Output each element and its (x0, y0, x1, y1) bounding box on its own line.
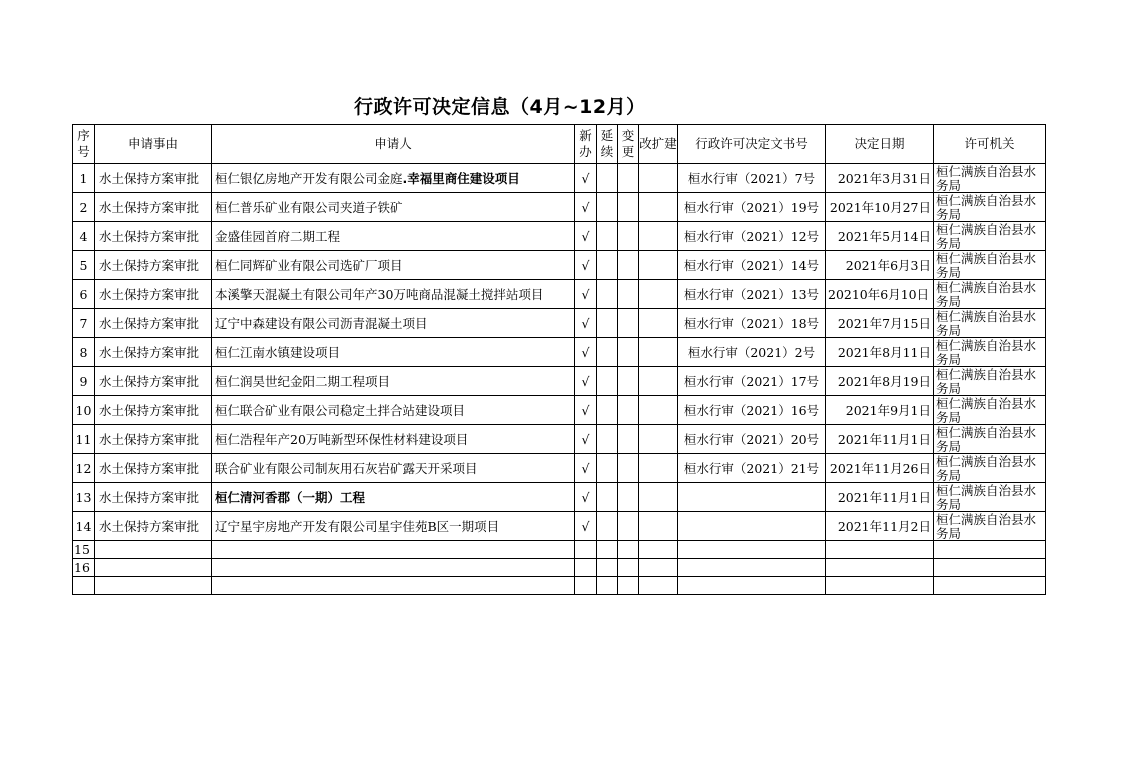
cell-new-checkmark[interactable]: √ (575, 483, 597, 512)
cell-item[interactable]: 水土保持方案审批 (95, 425, 212, 454)
empty-cell[interactable] (95, 577, 212, 595)
header-decision-date[interactable]: 决定日期 (826, 125, 934, 164)
applicant-text: 桓仁同辉矿业有限公司选矿厂项目 (215, 258, 403, 273)
cell-extend[interactable] (597, 251, 618, 280)
cell-change[interactable] (618, 193, 639, 222)
cell-new-checkmark[interactable]: √ (575, 193, 597, 222)
authority-text: 桓仁满族自治县水务局 (936, 252, 1037, 279)
applicant-text: 桓仁浩程年产20万吨新型环保性材料建设项目 (215, 432, 469, 447)
cell-expand[interactable] (639, 512, 678, 541)
table-row (73, 512, 1046, 541)
header-extend[interactable]: 延续 (597, 125, 618, 164)
cell-seq[interactable]: 14 (73, 512, 95, 541)
applicant-text: 桓仁普乐矿业有限公司夹道子铁矿 (215, 200, 403, 215)
cell-authority[interactable] (934, 164, 1046, 193)
cell-expand[interactable] (639, 164, 678, 193)
cell-doc-number[interactable]: 桓水行审（2021）20号 (678, 425, 826, 454)
empty-cell[interactable] (618, 541, 639, 559)
cell-decision-date[interactable]: 2021年11月1日 (826, 483, 934, 512)
cell-extend[interactable] (597, 280, 618, 309)
empty-cell[interactable] (639, 577, 678, 595)
header-applicant[interactable]: 申请人 (212, 125, 575, 164)
cell-item[interactable]: 水土保持方案审批 (95, 396, 212, 425)
cell-doc-number[interactable]: 桓水行审（2021）16号 (678, 396, 826, 425)
cell-seq[interactable]: 7 (73, 309, 95, 338)
empty-cell[interactable] (678, 541, 826, 559)
empty-cell[interactable] (575, 559, 597, 577)
cell-extend[interactable] (597, 164, 618, 193)
cell-applicant[interactable] (212, 396, 575, 425)
cell-expand[interactable] (639, 193, 678, 222)
cell-seq[interactable]: 1 (73, 164, 95, 193)
empty-cell[interactable] (618, 577, 639, 595)
applicant-text: 金盛佳园首府二期工程 (215, 229, 341, 244)
cell-item[interactable]: 水土保持方案审批 (95, 251, 212, 280)
empty-cell[interactable] (597, 577, 618, 595)
table-row (73, 309, 1046, 338)
cell-authority[interactable] (934, 454, 1046, 483)
cell-item[interactable]: 水土保持方案审批 (95, 222, 212, 251)
cell-seq[interactable]: 8 (73, 338, 95, 367)
cell-seq[interactable]: 11 (73, 425, 95, 454)
cell-seq[interactable]: 16 (73, 559, 95, 577)
authority-text: 桓仁满族自治县水务局 (936, 368, 1037, 395)
cell-seq[interactable] (73, 577, 95, 595)
empty-cell[interactable] (826, 577, 934, 595)
applicant-text: 辽宁中森建设有限公司沥青混凝土项目 (215, 316, 428, 331)
table-row (73, 425, 1046, 454)
cell-new-checkmark[interactable]: √ (575, 425, 597, 454)
cell-decision-date[interactable]: 2021年3月31日 (826, 164, 934, 193)
cell-applicant[interactable] (212, 309, 575, 338)
cell-authority[interactable] (934, 367, 1046, 396)
cell-decision-date[interactable]: 2021年11月26日 (826, 454, 934, 483)
cell-doc-number[interactable]: 桓水行审（2021）18号 (678, 309, 826, 338)
cell-seq[interactable]: 9 (73, 367, 95, 396)
cell-new-checkmark[interactable]: √ (575, 164, 597, 193)
empty-cell[interactable] (826, 541, 934, 559)
cell-seq[interactable]: 4 (73, 222, 95, 251)
empty-cell[interactable] (618, 559, 639, 577)
table-row (73, 164, 1046, 193)
cell-applicant[interactable] (212, 425, 575, 454)
cell-doc-number[interactable] (678, 483, 826, 512)
cell-new-checkmark[interactable]: √ (575, 512, 597, 541)
cell-authority[interactable] (934, 396, 1046, 425)
cell-expand[interactable] (639, 483, 678, 512)
empty-cell[interactable] (95, 541, 212, 559)
cell-change[interactable] (618, 251, 639, 280)
cell-change[interactable] (618, 425, 639, 454)
header-expand[interactable]: 改扩建 (639, 125, 678, 164)
applicant-text-bold: .幸福里商住建设项目 (402, 171, 520, 186)
cell-extend[interactable] (597, 396, 618, 425)
cell-change[interactable] (618, 512, 639, 541)
empty-cell[interactable] (575, 577, 597, 595)
authority-text: 桓仁满族自治县水务局 (936, 484, 1037, 511)
applicant-text: 联合矿业有限公司制灰用石灰岩矿露天开采项目 (215, 461, 478, 476)
cell-applicant[interactable] (212, 367, 575, 396)
cell-doc-number[interactable]: 桓水行审（2021）2号 (678, 338, 826, 367)
cell-doc-number[interactable]: 桓水行审（2021）19号 (678, 193, 826, 222)
cell-authority[interactable] (934, 425, 1046, 454)
cell-extend[interactable] (597, 222, 618, 251)
cell-applicant[interactable] (212, 251, 575, 280)
cell-expand[interactable] (639, 222, 678, 251)
cell-doc-number[interactable]: 桓水行审（2021）21号 (678, 454, 826, 483)
empty-row (73, 559, 1046, 577)
cell-doc-number[interactable]: 桓水行审（2021）14号 (678, 251, 826, 280)
header-authority[interactable]: 许可机关 (934, 125, 1046, 164)
cell-new-checkmark[interactable]: √ (575, 367, 597, 396)
table-row (73, 222, 1046, 251)
cell-expand[interactable] (639, 338, 678, 367)
empty-cell[interactable] (934, 541, 1046, 559)
table-row (73, 338, 1046, 367)
cell-applicant[interactable] (212, 512, 575, 541)
cell-extend[interactable] (597, 338, 618, 367)
empty-cell[interactable] (212, 577, 575, 595)
authority-text: 桓仁满族自治县水务局 (936, 339, 1037, 366)
cell-new-checkmark[interactable]: √ (575, 338, 597, 367)
cell-applicant[interactable] (212, 483, 575, 512)
cell-decision-date[interactable]: 2021年11月2日 (826, 512, 934, 541)
header-row (73, 125, 1046, 164)
authority-text: 桓仁满族自治县水务局 (936, 223, 1037, 250)
empty-cell[interactable] (678, 559, 826, 577)
table-row (73, 367, 1046, 396)
header-item[interactable]: 申请事由 (95, 125, 212, 164)
cell-item[interactable]: 水土保持方案审批 (95, 483, 212, 512)
cell-new-checkmark[interactable]: √ (575, 222, 597, 251)
cell-seq[interactable]: 15 (73, 541, 95, 559)
cell-extend[interactable] (597, 512, 618, 541)
authority-text: 桓仁满族自治县水务局 (936, 397, 1037, 424)
authority-text: 桓仁满族自治县水务局 (936, 455, 1037, 482)
header-change[interactable]: 变更 (618, 125, 639, 164)
empty-cell[interactable] (575, 541, 597, 559)
cell-item[interactable]: 水土保持方案审批 (95, 338, 212, 367)
cell-item[interactable]: 水土保持方案审批 (95, 280, 212, 309)
applicant-text: 本溪擎天混凝土有限公司年产30万吨商品混凝土搅拌站项目 (215, 287, 544, 302)
applicant-text: 辽宁星宇房地产开发有限公司星宇佳苑B区一期项目 (215, 519, 500, 534)
cell-authority[interactable] (934, 483, 1046, 512)
empty-cell[interactable] (826, 559, 934, 577)
cell-decision-date[interactable]: 2021年7月15日 (826, 309, 934, 338)
cell-seq[interactable]: 12 (73, 454, 95, 483)
empty-cell[interactable] (934, 577, 1046, 595)
cell-seq[interactable]: 6 (73, 280, 95, 309)
cell-doc-number[interactable]: 桓水行审（2021）12号 (678, 222, 826, 251)
cell-new-checkmark[interactable]: √ (575, 396, 597, 425)
cell-authority[interactable] (934, 280, 1046, 309)
cell-change[interactable] (618, 222, 639, 251)
cell-item[interactable]: 水土保持方案审批 (95, 367, 212, 396)
cell-expand[interactable] (639, 396, 678, 425)
cell-new-checkmark[interactable]: √ (575, 280, 597, 309)
empty-cell[interactable] (597, 559, 618, 577)
cell-applicant[interactable] (212, 280, 575, 309)
applicant-text-bold: 桓仁清河香郡（一期）工程 (215, 490, 366, 505)
cell-change[interactable] (618, 396, 639, 425)
cell-decision-date[interactable]: 2021年8月11日 (826, 338, 934, 367)
authority-text: 桓仁满族自治县水务局 (936, 426, 1037, 453)
cell-applicant[interactable] (212, 454, 575, 483)
cell-decision-date[interactable]: 2021年9月1日 (826, 396, 934, 425)
cell-expand[interactable] (639, 367, 678, 396)
header-seq[interactable]: 序号 (73, 125, 95, 164)
cell-extend[interactable] (597, 367, 618, 396)
cell-change[interactable] (618, 309, 639, 338)
cell-extend[interactable] (597, 454, 618, 483)
cell-expand[interactable] (639, 309, 678, 338)
cell-expand[interactable] (639, 251, 678, 280)
empty-cell[interactable] (212, 559, 575, 577)
applicant-text: 桓仁银亿房地产开发有限公司金庭 (215, 171, 403, 186)
cell-seq[interactable]: 2 (73, 193, 95, 222)
cell-decision-date[interactable]: 20210年6月10日 (826, 280, 934, 309)
empty-cell[interactable] (597, 541, 618, 559)
table-row (73, 454, 1046, 483)
cell-authority[interactable] (934, 222, 1046, 251)
authority-text: 桓仁满族自治县水务局 (936, 310, 1037, 337)
authority-text: 桓仁满族自治县水务局 (936, 281, 1037, 308)
cell-authority[interactable] (934, 512, 1046, 541)
cell-doc-number[interactable] (678, 512, 826, 541)
header-new[interactable]: 新办 (575, 125, 597, 164)
cell-decision-date[interactable]: 2021年10月27日 (826, 193, 934, 222)
authority-text: 桓仁满族自治县水务局 (936, 165, 1037, 192)
cell-new-checkmark[interactable]: √ (575, 309, 597, 338)
cell-authority[interactable] (934, 309, 1046, 338)
cell-change[interactable] (618, 483, 639, 512)
header-doc-number[interactable]: 行政许可决定文书号 (678, 125, 826, 164)
cell-extend[interactable] (597, 483, 618, 512)
cell-seq[interactable]: 13 (73, 483, 95, 512)
cell-expand[interactable] (639, 454, 678, 483)
cell-seq[interactable]: 10 (73, 396, 95, 425)
cell-applicant[interactable] (212, 164, 575, 193)
cell-extend[interactable] (597, 193, 618, 222)
cell-new-checkmark[interactable]: √ (575, 454, 597, 483)
cell-applicant[interactable] (212, 338, 575, 367)
applicant-text: 桓仁润昊世纪金阳二期工程项目 (215, 374, 391, 389)
cell-doc-number[interactable]: 桓水行审（2021）13号 (678, 280, 826, 309)
authority-text: 桓仁满族自治县水务局 (936, 513, 1037, 540)
cell-doc-number[interactable]: 桓水行审（2021）7号 (678, 164, 826, 193)
empty-cell[interactable] (212, 541, 575, 559)
empty-row (73, 541, 1046, 559)
sheet-title: 行政许可决定信息（4月~12月） (354, 96, 646, 118)
cell-decision-date[interactable]: 2021年8月19日 (826, 367, 934, 396)
cell-item[interactable]: 水土保持方案审批 (95, 193, 212, 222)
cell-change[interactable] (618, 454, 639, 483)
cell-applicant[interactable] (212, 193, 575, 222)
cell-expand[interactable] (639, 425, 678, 454)
table-row (73, 396, 1046, 425)
permit-table (72, 124, 1046, 595)
cell-item[interactable]: 水土保持方案审批 (95, 512, 212, 541)
cell-doc-number[interactable]: 桓水行审（2021）17号 (678, 367, 826, 396)
cell-expand[interactable] (639, 280, 678, 309)
table-row (73, 483, 1046, 512)
empty-cell[interactable] (639, 541, 678, 559)
applicant-text: 桓仁江南水镇建设项目 (215, 345, 341, 360)
empty-row (73, 577, 1046, 595)
cell-authority[interactable] (934, 193, 1046, 222)
table-row (73, 280, 1046, 309)
applicant-text: 桓仁联合矿业有限公司稳定土拌合站建设项目 (215, 403, 466, 418)
cell-decision-date[interactable]: 2021年6月3日 (826, 251, 934, 280)
cell-change[interactable] (618, 338, 639, 367)
cell-applicant[interactable] (212, 222, 575, 251)
cell-extend[interactable] (597, 425, 618, 454)
cell-decision-date[interactable]: 2021年5月14日 (826, 222, 934, 251)
cell-authority[interactable] (934, 338, 1046, 367)
empty-cell[interactable] (934, 559, 1046, 577)
cell-change[interactable] (618, 280, 639, 309)
cell-item[interactable]: 水土保持方案审批 (95, 454, 212, 483)
authority-text: 桓仁满族自治县水务局 (936, 194, 1037, 221)
cell-change[interactable] (618, 164, 639, 193)
cell-new-checkmark[interactable]: √ (575, 251, 597, 280)
table-row (73, 193, 1046, 222)
table-row (73, 251, 1046, 280)
empty-cell[interactable] (95, 559, 212, 577)
empty-cell[interactable] (678, 577, 826, 595)
cell-item[interactable]: 水土保持方案审批 (95, 309, 212, 338)
empty-cell[interactable] (639, 559, 678, 577)
cell-authority[interactable] (934, 251, 1046, 280)
cell-extend[interactable] (597, 309, 618, 338)
cell-decision-date[interactable]: 2021年11月1日 (826, 425, 934, 454)
cell-change[interactable] (618, 367, 639, 396)
cell-item[interactable]: 水土保持方案审批 (95, 164, 212, 193)
cell-seq[interactable]: 5 (73, 251, 95, 280)
